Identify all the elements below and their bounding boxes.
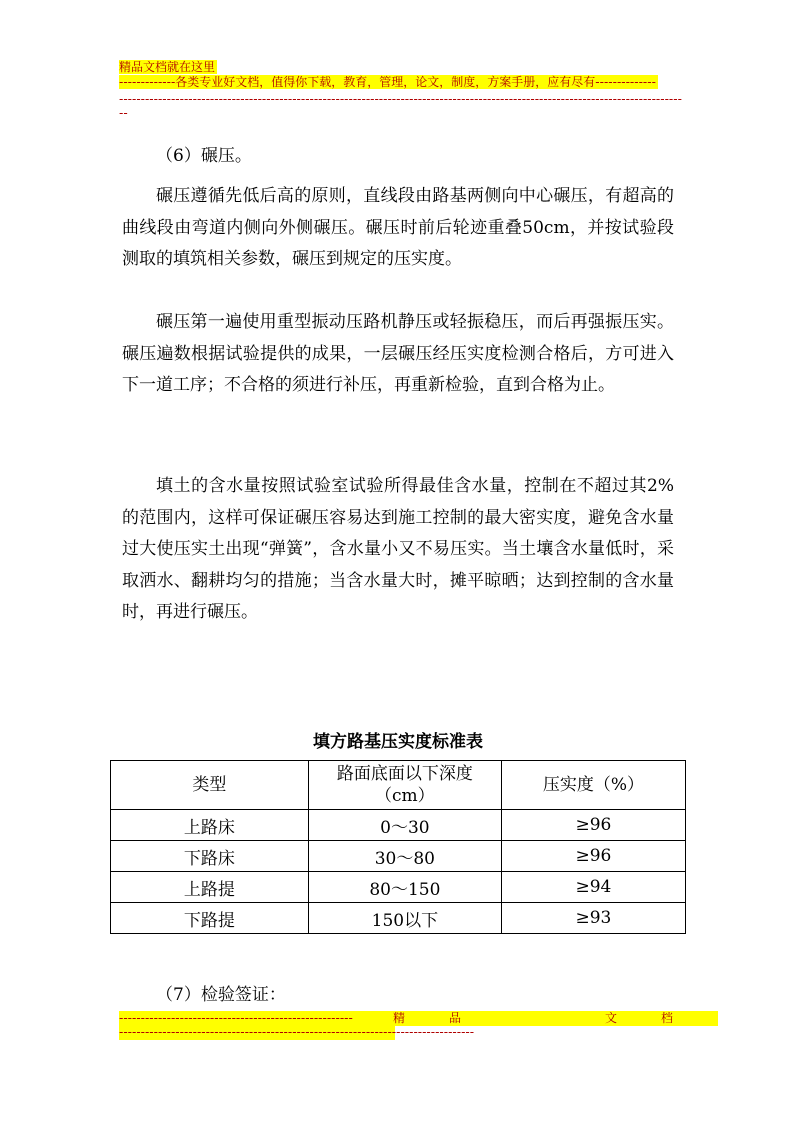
paragraph-rolling-passes: 碾压第一遍使用重型振动压路机静压或轻振稳压，而后再强振压实。碾压遍数根据试验提供的成果，一层碾压经压实度检测合格后，方可进入下一道工序；不合格的须进行补压，再重新检验，直到合格为止。 xyxy=(122,312,674,395)
table-cell: 80～150 xyxy=(308,872,501,903)
footer-line-2: ---------------------------------------------------------------------------------- xyxy=(119,1025,475,1039)
section-6-heading: （6）碾压。 xyxy=(156,146,252,166)
table-cell: ≥96 xyxy=(501,841,685,872)
table-cell: ≥96 xyxy=(501,810,685,841)
table-cell: ≥93 xyxy=(501,903,685,934)
footer-word: 文 xyxy=(605,1011,618,1025)
header-line-2: -------------各类专业好文档，值得你下载，教育，管理，论文，制度，方案手册，应有尽有-------------- xyxy=(119,75,656,89)
table-header-cell: 压实度（%） xyxy=(501,761,685,810)
table-cell: 0～30 xyxy=(308,810,501,841)
table-row xyxy=(111,841,686,872)
table-cell: 下路床 xyxy=(111,841,309,872)
section-7-heading: （7）检验签证： xyxy=(156,985,286,1005)
table-cell: 30～80 xyxy=(308,841,501,872)
table-cell: 150以下 xyxy=(308,903,501,934)
footer-line-1 xyxy=(119,1011,718,1026)
table-title: 填方路基压实度标准表 xyxy=(313,732,483,752)
footer-dashes: ------------------------------------------------------ xyxy=(119,1011,353,1025)
table-row xyxy=(111,903,686,934)
compaction-standard-table xyxy=(110,760,686,934)
header-line-3: ---------------------------------------------------------------------------------------------------------------------------------- xyxy=(119,92,682,106)
table-header-cell: 路面底面以下深度（cm） xyxy=(308,761,501,810)
footer-word: 品 xyxy=(449,1011,462,1025)
table-cell: 下路提 xyxy=(111,903,309,934)
footer-word: 档 xyxy=(661,1011,674,1025)
header-line-4: -- xyxy=(119,106,128,120)
table-cell: 上路提 xyxy=(111,872,309,903)
table-cell: 上路床 xyxy=(111,810,309,841)
table-header-cell: 类型 xyxy=(111,761,309,810)
header-line-1: 精品文档就在这里 xyxy=(119,60,216,74)
paragraph-moisture-content: 填土的含水量按照试验室试验所得最佳含水量，控制在不超过其2%的范围内，这样可保证碾压容易达到施工控制的最大密实度，避免含水量过大使压实土出现“弹簧”，含水量小又不易压实。当土壤含水量低时，采取洒水、翻耕均匀的措施；当含水量大时，摊平晾晒；达到控制的含水量时，再进行碾压。 xyxy=(122,476,674,622)
table-cell: ≥94 xyxy=(501,872,685,903)
table-header-row xyxy=(111,761,686,810)
footer-word: 精 xyxy=(393,1011,406,1025)
table-row xyxy=(111,872,686,903)
table-row xyxy=(111,810,686,841)
paragraph-rolling-principle: 碾压遵循先低后高的原则，直线段由路基两侧向中心碾压，有超高的曲线段由弯道内侧向外侧碾压。碾压时前后轮迹重叠50cm，并按试验段测取的填筑相关参数，碾压到规定的压实度。 xyxy=(122,186,674,269)
